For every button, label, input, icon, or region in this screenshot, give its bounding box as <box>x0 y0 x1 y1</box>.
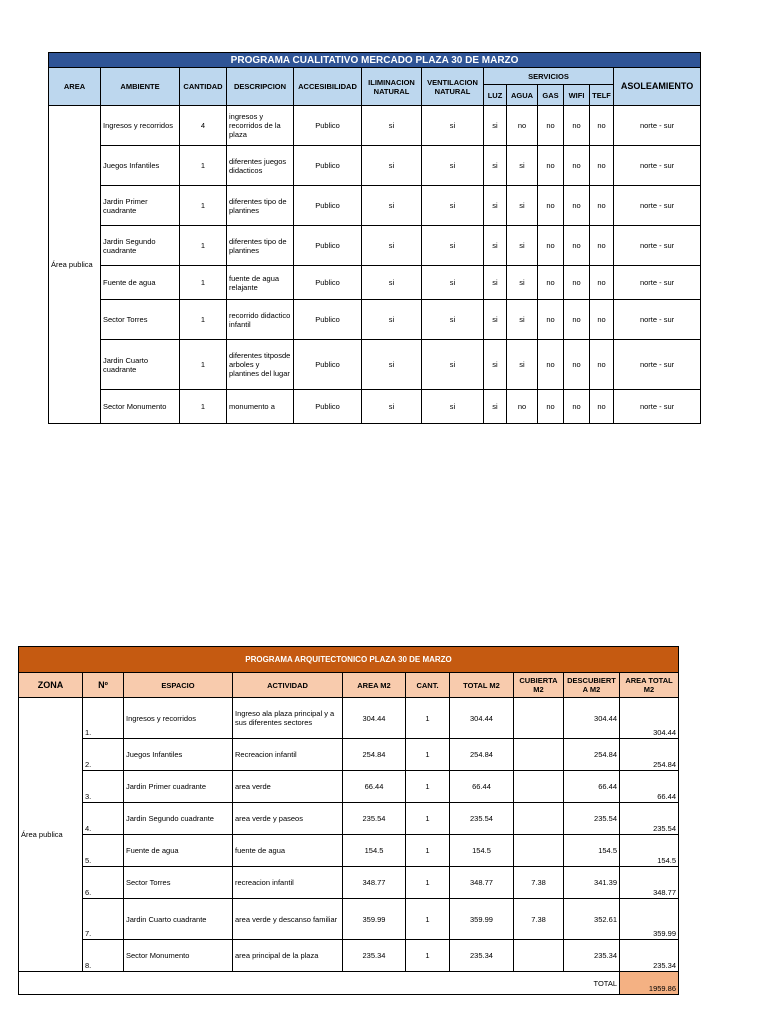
row-number: 1. <box>83 698 124 739</box>
qualitative-program-table <box>48 52 701 424</box>
row-cantidad: 1 <box>180 146 227 186</box>
header-ventilacion: VENTILACION NATURAL <box>422 68 484 106</box>
row-wifi: no <box>564 146 590 186</box>
row-area-total: 359.99 <box>620 899 679 940</box>
row-total: 235.34 <box>450 940 514 972</box>
row-area-total: 235.54 <box>620 803 679 835</box>
header-total-m2: TOTAL M2 <box>450 673 514 698</box>
row-cubierta: 7.38 <box>514 899 564 940</box>
row-descubierta: 154.5 <box>564 835 620 867</box>
header-telf: TELF <box>590 85 614 106</box>
row-iluminacion: si <box>362 266 422 300</box>
header-actividad: ACTIVIDAD <box>233 673 343 698</box>
row-cubierta <box>514 739 564 771</box>
row-cubierta <box>514 698 564 739</box>
row-espacio: Ingresos y recorridos <box>124 698 233 739</box>
row-agua: si <box>507 146 538 186</box>
header-num: Nº <box>83 673 124 698</box>
row-luz: si <box>484 186 507 226</box>
header-zona: ZONA <box>19 673 83 698</box>
header-descripcion: DESCRIPCION <box>227 68 294 106</box>
row-ambiente: Juegos Infantiles <box>101 146 180 186</box>
row-telf: no <box>590 146 614 186</box>
row-iluminacion: si <box>362 300 422 340</box>
row-cant: 1 <box>406 771 450 803</box>
row-accesibilidad: Publico <box>294 390 362 424</box>
row-actividad: Recreacion infantil <box>233 739 343 771</box>
row-gas: no <box>538 340 564 390</box>
row-cantidad: 1 <box>180 186 227 226</box>
row-area: 66.44 <box>343 771 406 803</box>
header-agua: AGUA <box>507 85 538 106</box>
row-cantidad: 1 <box>180 226 227 266</box>
row-wifi: no <box>564 340 590 390</box>
row-total: 359.99 <box>450 899 514 940</box>
row-total: 154.5 <box>450 835 514 867</box>
header-wifi: WIFI <box>564 85 590 106</box>
header-cant: CANT. <box>406 673 450 698</box>
architectural-program-table <box>18 646 679 995</box>
row-ventilacion: si <box>422 146 484 186</box>
row-luz: si <box>484 106 507 146</box>
row-asoleamiento: norte - sur <box>614 300 701 340</box>
header-accesibilidad: ACCESIBILIDAD <box>294 68 362 106</box>
row-ambiente: Sector Monumento <box>101 390 180 424</box>
row-wifi: no <box>564 106 590 146</box>
row-area-total: 66.44 <box>620 771 679 803</box>
row-agua: no <box>507 106 538 146</box>
row-ambiente: Ingresos y recorridos <box>101 106 180 146</box>
row-accesibilidad: Publico <box>294 300 362 340</box>
row-actividad: area verde y paseos <box>233 803 343 835</box>
row-cantidad: 1 <box>180 266 227 300</box>
row-total: 254.84 <box>450 739 514 771</box>
row-descubierta: 352.61 <box>564 899 620 940</box>
row-espacio: Jardin Cuarto cuadrante <box>124 899 233 940</box>
row-asoleamiento: norte - sur <box>614 146 701 186</box>
row-espacio: Fuente de agua <box>124 835 233 867</box>
zone-label: Área publica <box>49 106 101 424</box>
row-actividad: fuente de agua <box>233 835 343 867</box>
row-ventilacion: si <box>422 300 484 340</box>
row-asoleamiento: norte - sur <box>614 266 701 300</box>
row-cantidad: 1 <box>180 340 227 390</box>
zone-label: Área publica <box>19 698 83 972</box>
row-actividad: area principal de la plaza <box>233 940 343 972</box>
row-ventilacion: si <box>422 266 484 300</box>
row-wifi: no <box>564 300 590 340</box>
row-descripcion: diferentes tipo de plantines <box>227 226 294 266</box>
row-gas: no <box>538 226 564 266</box>
row-number: 2. <box>83 739 124 771</box>
row-ventilacion: si <box>422 106 484 146</box>
row-actividad: area verde y descanso familiar <box>233 899 343 940</box>
row-cantidad: 1 <box>180 390 227 424</box>
row-actividad: Ingreso ala plaza principal y a sus diferentes sectores <box>233 698 343 739</box>
header-descubierta: DESCUBIERT A M2 <box>564 673 620 698</box>
row-descripcion: diferentes juegos didacticos <box>227 146 294 186</box>
total-value: 1959.86 <box>620 972 679 995</box>
row-descubierta: 254.84 <box>564 739 620 771</box>
row-ventilacion: si <box>422 390 484 424</box>
row-area-total: 254.84 <box>620 739 679 771</box>
row-descripcion: recorrido didactico infantil <box>227 300 294 340</box>
row-luz: si <box>484 340 507 390</box>
row-iluminacion: si <box>362 340 422 390</box>
row-accesibilidad: Publico <box>294 186 362 226</box>
row-espacio: Sector Monumento <box>124 940 233 972</box>
row-descubierta: 235.34 <box>564 940 620 972</box>
row-agua: si <box>507 186 538 226</box>
row-total: 235.54 <box>450 803 514 835</box>
row-number: 5. <box>83 835 124 867</box>
row-area: 359.99 <box>343 899 406 940</box>
row-telf: no <box>590 106 614 146</box>
row-cubierta <box>514 835 564 867</box>
row-cant: 1 <box>406 940 450 972</box>
header-servicios: SERVICIOS <box>484 68 614 85</box>
row-number: 7. <box>83 899 124 940</box>
row-agua: si <box>507 340 538 390</box>
row-descubierta: 341.39 <box>564 867 620 899</box>
row-total: 304.44 <box>450 698 514 739</box>
row-telf: no <box>590 340 614 390</box>
row-gas: no <box>538 186 564 226</box>
row-number: 4. <box>83 803 124 835</box>
row-descubierta: 304.44 <box>564 698 620 739</box>
row-cantidad: 1 <box>180 300 227 340</box>
row-descripcion: fuente de agua relajante <box>227 266 294 300</box>
row-cubierta <box>514 803 564 835</box>
row-telf: no <box>590 186 614 226</box>
total-label: TOTAL <box>19 972 620 995</box>
row-asoleamiento: norte - sur <box>614 106 701 146</box>
row-area: 154.5 <box>343 835 406 867</box>
row-asoleamiento: norte - sur <box>614 340 701 390</box>
row-asoleamiento: norte - sur <box>614 390 701 424</box>
row-total: 348.77 <box>450 867 514 899</box>
row-accesibilidad: Publico <box>294 266 362 300</box>
row-actividad: area verde <box>233 771 343 803</box>
table2-title: PROGRAMA ARQUITECTONICO PLAZA 30 DE MARZO <box>19 647 679 673</box>
row-asoleamiento: norte - sur <box>614 186 701 226</box>
header-area-m2: AREA M2 <box>343 673 406 698</box>
row-telf: no <box>590 390 614 424</box>
row-iluminacion: si <box>362 390 422 424</box>
row-ventilacion: si <box>422 186 484 226</box>
row-espacio: Juegos Infantiles <box>124 739 233 771</box>
row-cant: 1 <box>406 739 450 771</box>
row-cant: 1 <box>406 835 450 867</box>
row-cubierta <box>514 771 564 803</box>
header-espacio: ESPACIO <box>124 673 233 698</box>
row-ventilacion: si <box>422 340 484 390</box>
row-ambiente: Fuente de agua <box>101 266 180 300</box>
row-gas: no <box>538 146 564 186</box>
row-descripcion: diferentes titposde arboles y plantines del lugar <box>227 340 294 390</box>
header-gas: GAS <box>538 85 564 106</box>
row-number: 8. <box>83 940 124 972</box>
row-telf: no <box>590 266 614 300</box>
row-luz: si <box>484 146 507 186</box>
row-area-total: 348.77 <box>620 867 679 899</box>
row-descripcion: diferentes tipo de plantines <box>227 186 294 226</box>
row-gas: no <box>538 300 564 340</box>
row-number: 3. <box>83 771 124 803</box>
row-ambiente: Jardin Primer cuadrante <box>101 186 180 226</box>
row-descubierta: 66.44 <box>564 771 620 803</box>
row-accesibilidad: Publico <box>294 106 362 146</box>
row-luz: si <box>484 390 507 424</box>
row-area: 304.44 <box>343 698 406 739</box>
header-asoleamiento: ASOLEAMIENTO <box>614 68 701 106</box>
row-area-total: 304.44 <box>620 698 679 739</box>
row-cubierta: 7.38 <box>514 867 564 899</box>
header-cantidad: CANTIDAD <box>180 68 227 106</box>
row-agua: si <box>507 226 538 266</box>
row-espacio: Jardin Segundo cuadrante <box>124 803 233 835</box>
row-descripcion: monumento a <box>227 390 294 424</box>
row-accesibilidad: Publico <box>294 340 362 390</box>
row-cantidad: 4 <box>180 106 227 146</box>
row-ambiente: Jardin Cuarto cuadrante <box>101 340 180 390</box>
row-wifi: no <box>564 266 590 300</box>
row-area: 235.54 <box>343 803 406 835</box>
row-iluminacion: si <box>362 106 422 146</box>
row-area-total: 235.34 <box>620 940 679 972</box>
row-accesibilidad: Publico <box>294 226 362 266</box>
row-iluminacion: si <box>362 226 422 266</box>
row-accesibilidad: Publico <box>294 146 362 186</box>
row-agua: no <box>507 390 538 424</box>
row-area: 348.77 <box>343 867 406 899</box>
row-gas: no <box>538 390 564 424</box>
header-luz: LUZ <box>484 85 507 106</box>
row-cubierta <box>514 940 564 972</box>
row-espacio: Sector Torres <box>124 867 233 899</box>
row-area-total: 154.5 <box>620 835 679 867</box>
row-gas: no <box>538 266 564 300</box>
row-luz: si <box>484 300 507 340</box>
table1-title: PROGRAMA CUALITATIVO MERCADO PLAZA 30 DE MARZO <box>49 53 701 68</box>
row-total: 66.44 <box>450 771 514 803</box>
row-number: 6. <box>83 867 124 899</box>
row-gas: no <box>538 106 564 146</box>
header-area-total: AREA TOTAL M2 <box>620 673 679 698</box>
row-descripcion: ingresos y recorridos de la plaza <box>227 106 294 146</box>
row-wifi: no <box>564 226 590 266</box>
header-iluminacion: ILIMINACION NATURAL <box>362 68 422 106</box>
row-iluminacion: si <box>362 186 422 226</box>
row-area: 254.84 <box>343 739 406 771</box>
row-iluminacion: si <box>362 146 422 186</box>
row-wifi: no <box>564 390 590 424</box>
row-cant: 1 <box>406 899 450 940</box>
row-area: 235.34 <box>343 940 406 972</box>
row-agua: si <box>507 266 538 300</box>
row-cant: 1 <box>406 867 450 899</box>
row-agua: si <box>507 300 538 340</box>
row-cant: 1 <box>406 803 450 835</box>
row-ventilacion: si <box>422 226 484 266</box>
row-ambiente: Jardin Segundo cuadrante <box>101 226 180 266</box>
row-wifi: no <box>564 186 590 226</box>
row-cant: 1 <box>406 698 450 739</box>
header-area: AREA <box>49 68 101 106</box>
row-telf: no <box>590 300 614 340</box>
row-asoleamiento: norte - sur <box>614 226 701 266</box>
row-actividad: recreacion infantil <box>233 867 343 899</box>
row-espacio: Jardin Primer cuadrante <box>124 771 233 803</box>
row-telf: no <box>590 226 614 266</box>
row-luz: si <box>484 266 507 300</box>
row-ambiente: Sector Torres <box>101 300 180 340</box>
row-luz: si <box>484 226 507 266</box>
row-descubierta: 235.54 <box>564 803 620 835</box>
header-ambiente: AMBIENTE <box>101 68 180 106</box>
header-cubierta: CUBIERTA M2 <box>514 673 564 698</box>
